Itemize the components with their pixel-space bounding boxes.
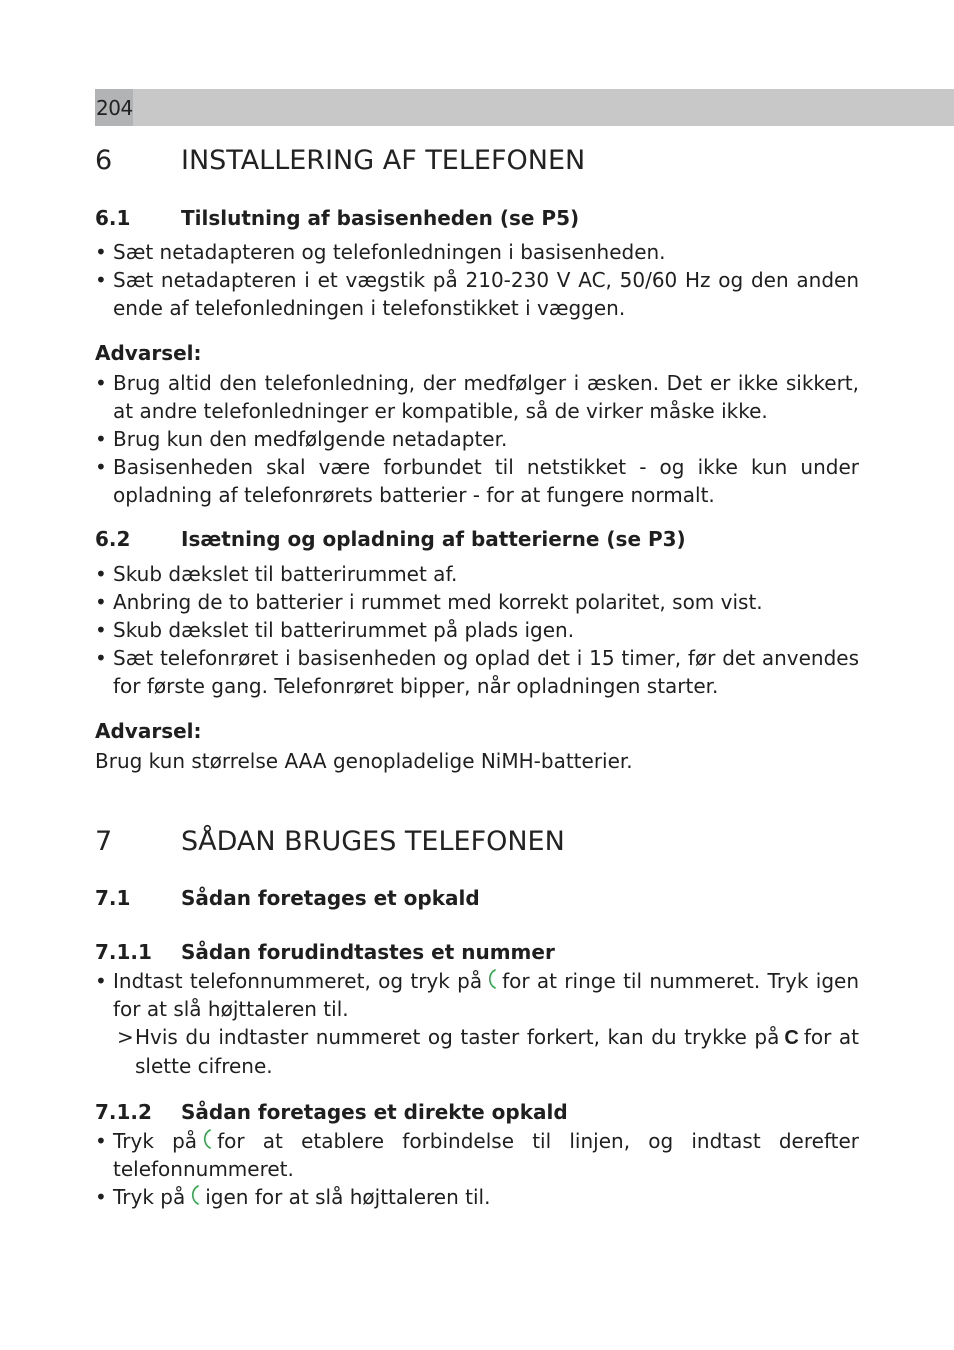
list-item-text: Skub dækslet til batterirummet på plads igen. <box>113 618 575 642</box>
section-6-title: INSTALLERING AF TELEFONEN <box>181 145 586 176</box>
list-item: • Tryk på for at etablere forbindelse til linjen, og indtast derefter telefonnummeret. <box>95 1129 860 1181</box>
section-7-number: 7 <box>95 826 113 857</box>
list-item: • Basisenheden skal være forbundet til netstikket - og ikke kun under opladning af telefonrørets batterier - for at fungere normalt. <box>95 455 859 507</box>
section-7-1-1-title: Sådan forudindtastes et nummer <box>181 940 555 964</box>
list-item: • Sæt telefonrøret i basisenheden og oplad det i 15 timer, før det anvendes for første gang. Telefonrøret bipper, når opladningen starter. <box>95 646 859 698</box>
sub-list-item-text: Hvis du indtaster nummeret og taster forkert, kan du trykke på C for at slette cifrene. <box>135 1025 859 1078</box>
list-item-text: Brug kun den medfølgende netadapter. <box>113 427 508 451</box>
list-item: • Anbring de to batterier i rummet med korrekt polaritet, som vist. <box>95 588 859 616</box>
c-key-label: C <box>784 1027 799 1049</box>
phone-key-icon <box>485 968 499 990</box>
section-7-1-number: 7.1 <box>95 886 131 910</box>
phone-key-icon <box>188 1184 202 1206</box>
warning-text: Brug kun størrelse AAA genopladelige NiMH-batterier. <box>95 749 633 773</box>
list-item: • Brug kun den medfølgende netadapter. <box>95 425 859 453</box>
sub-list-item: > Hvis du indtaster nummeret og taster forkert, kan du trykke på C for at slette cifrene. <box>117 1025 859 1078</box>
page-number: 204 <box>96 96 133 120</box>
list-item: • Indtast telefonnummeret, og tryk på for at ringe til nummeret. Tryk igen for at slå højttaleren til. <box>95 969 859 1021</box>
list-item: • Skub dækslet til batterirummet af. <box>95 560 859 588</box>
list-item-text: Sæt netadapteren i et vægstik på 210-230 V AC, 50/60 Hz og den anden ende af telefonledningen i telefonstikket i væggen. <box>113 268 859 320</box>
section-7-title: SÅDAN BRUGES TELEFONEN <box>181 826 565 857</box>
section-6-1-number: 6.1 <box>95 206 131 230</box>
list-item-text: Brug altid den telefonledning, der medfølger i æsken. Det er ikke sikkert, at andre telefonledninger er kompatible, så de virker måske ikke. <box>113 371 859 423</box>
section-6-2-title: Isætning og opladning af batterierne (se P3) <box>181 527 686 551</box>
section-7-1-2-title: Sådan foretages et direkte opkald <box>181 1100 568 1124</box>
section-7-1-title: Sådan foretages et opkald <box>181 886 480 910</box>
list-item: • Skub dækslet til batterirummet på plads igen. <box>95 616 859 644</box>
list-item-text: Tryk på for at etablere forbindelse til linjen, og indtast derefter telefonnummeret. <box>113 1129 860 1181</box>
list-item: • Sæt netadapteren og telefonledningen i basisenheden. <box>95 238 859 266</box>
warning-label: Advarsel: <box>95 719 202 743</box>
list-item: • Sæt netadapteren i et vægstik på 210-230 V AC, 50/60 Hz og den anden ende af telefonledningen i telefonstikket i væggen. <box>95 268 859 320</box>
list-item-text: Sæt telefonrøret i basisenheden og oplad det i 15 timer, før det anvendes for første gang. Telefonrøret bipper, når opladningen starter. <box>113 646 859 698</box>
section-6-2-number: 6.2 <box>95 527 131 551</box>
list-item: • Tryk på igen for at slå højttaleren til. <box>95 1183 859 1211</box>
list-item-text: Skub dækslet til batterirummet af. <box>113 562 458 586</box>
list-item-text: Anbring de to batterier i rummet med korrekt polaritet, som vist. <box>113 590 763 614</box>
page-header-bar <box>95 89 954 126</box>
list-item-text: Basisenheden skal være forbundet til netstikket - og ikke kun under opladning af telefonrørets batterier - for at fungere normalt. <box>113 455 859 507</box>
warning-label: Advarsel: <box>95 341 202 365</box>
section-7-1-2-number: 7.1.2 <box>95 1100 152 1124</box>
phone-key-icon <box>200 1128 214 1150</box>
section-6-number: 6 <box>95 145 113 176</box>
page-number-tab <box>95 89 133 126</box>
list-item-text: Indtast telefonnummeret, og tryk på for at ringe til nummeret. Tryk igen for at slå højttaleren til. <box>113 969 859 1021</box>
list-item-text: Tryk på igen for at slå højttaleren til. <box>113 1185 491 1209</box>
section-7-1-1-number: 7.1.1 <box>95 940 152 964</box>
list-item: • Brug altid den telefonledning, der medfølger i æsken. Det er ikke sikkert, at andre telefonledninger er kompatible, så de virker måske ikke. <box>95 371 859 423</box>
section-6-1-title: Tilslutning af basisenheden (se P5) <box>181 206 580 230</box>
list-item-text: Sæt netadapteren og telefonledningen i basisenheden. <box>113 240 666 264</box>
